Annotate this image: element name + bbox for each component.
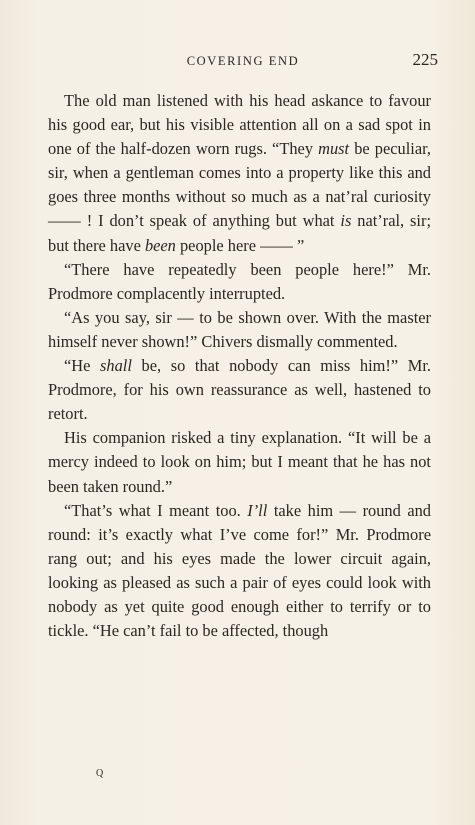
text-run: be, so that nobody can miss him!” Mr. Prodmore, for his own reassurance as well, hastened to retort. [48, 356, 432, 424]
paragraph [48, 499, 431, 644]
text-run: take him — round and round: it’s exactly what I’ve come for!” Mr. Prodmore rang out; and his eyes made the lower circuit again, looking as pleased as such a pair of eyes could look with nobody as yet quite good enough either to terrify or to tickle. “He can’t fail to be affected, though [48, 500, 431, 641]
page-number: 225 [412, 50, 438, 69]
page-header [48, 50, 438, 72]
running-title: COVERING END [186, 54, 300, 68]
text-run: His companion risked a tiny explanation. “It will be a mercy indeed to look on him; but I meant that he has not been taken round.” [48, 428, 431, 496]
paragraph [48, 426, 431, 498]
italic-text: must [318, 139, 350, 159]
text-run: “He [64, 356, 101, 376]
text-run: “There have repeatedly been people here!” Mr. Prodmore complacently interrupted. [48, 259, 431, 303]
paragraph [48, 89, 431, 258]
text-run: “As you say, sir — to be shown over. With the master himself never shown!” Chivers dismally commented. [48, 307, 431, 351]
text-run: “That’s what I meant too. [64, 500, 248, 520]
paragraph [48, 258, 431, 306]
text-run: people here —— ” [175, 235, 305, 255]
body-text [48, 89, 431, 643]
italic-text: shall [100, 356, 132, 376]
paragraph [48, 354, 431, 426]
text-run: be peculiar, sir, when a gentleman comes into a property like this and goes three months without so much as a nat’ral curiosity —— ! I don’t speak of anything but what [48, 139, 431, 231]
signature-mark: Q [96, 768, 105, 779]
paragraph [48, 306, 431, 354]
italic-text: I’ll [247, 500, 268, 520]
text-run: nat’ral, sir; but there have [48, 211, 431, 255]
italic-text: been [144, 235, 176, 255]
text-run: The old man listened with his head askance to favour his good ear, but his visible attention all on a sad spot in one of the half-dozen worn rugs. “They [48, 91, 431, 159]
italic-text: is [340, 211, 352, 231]
